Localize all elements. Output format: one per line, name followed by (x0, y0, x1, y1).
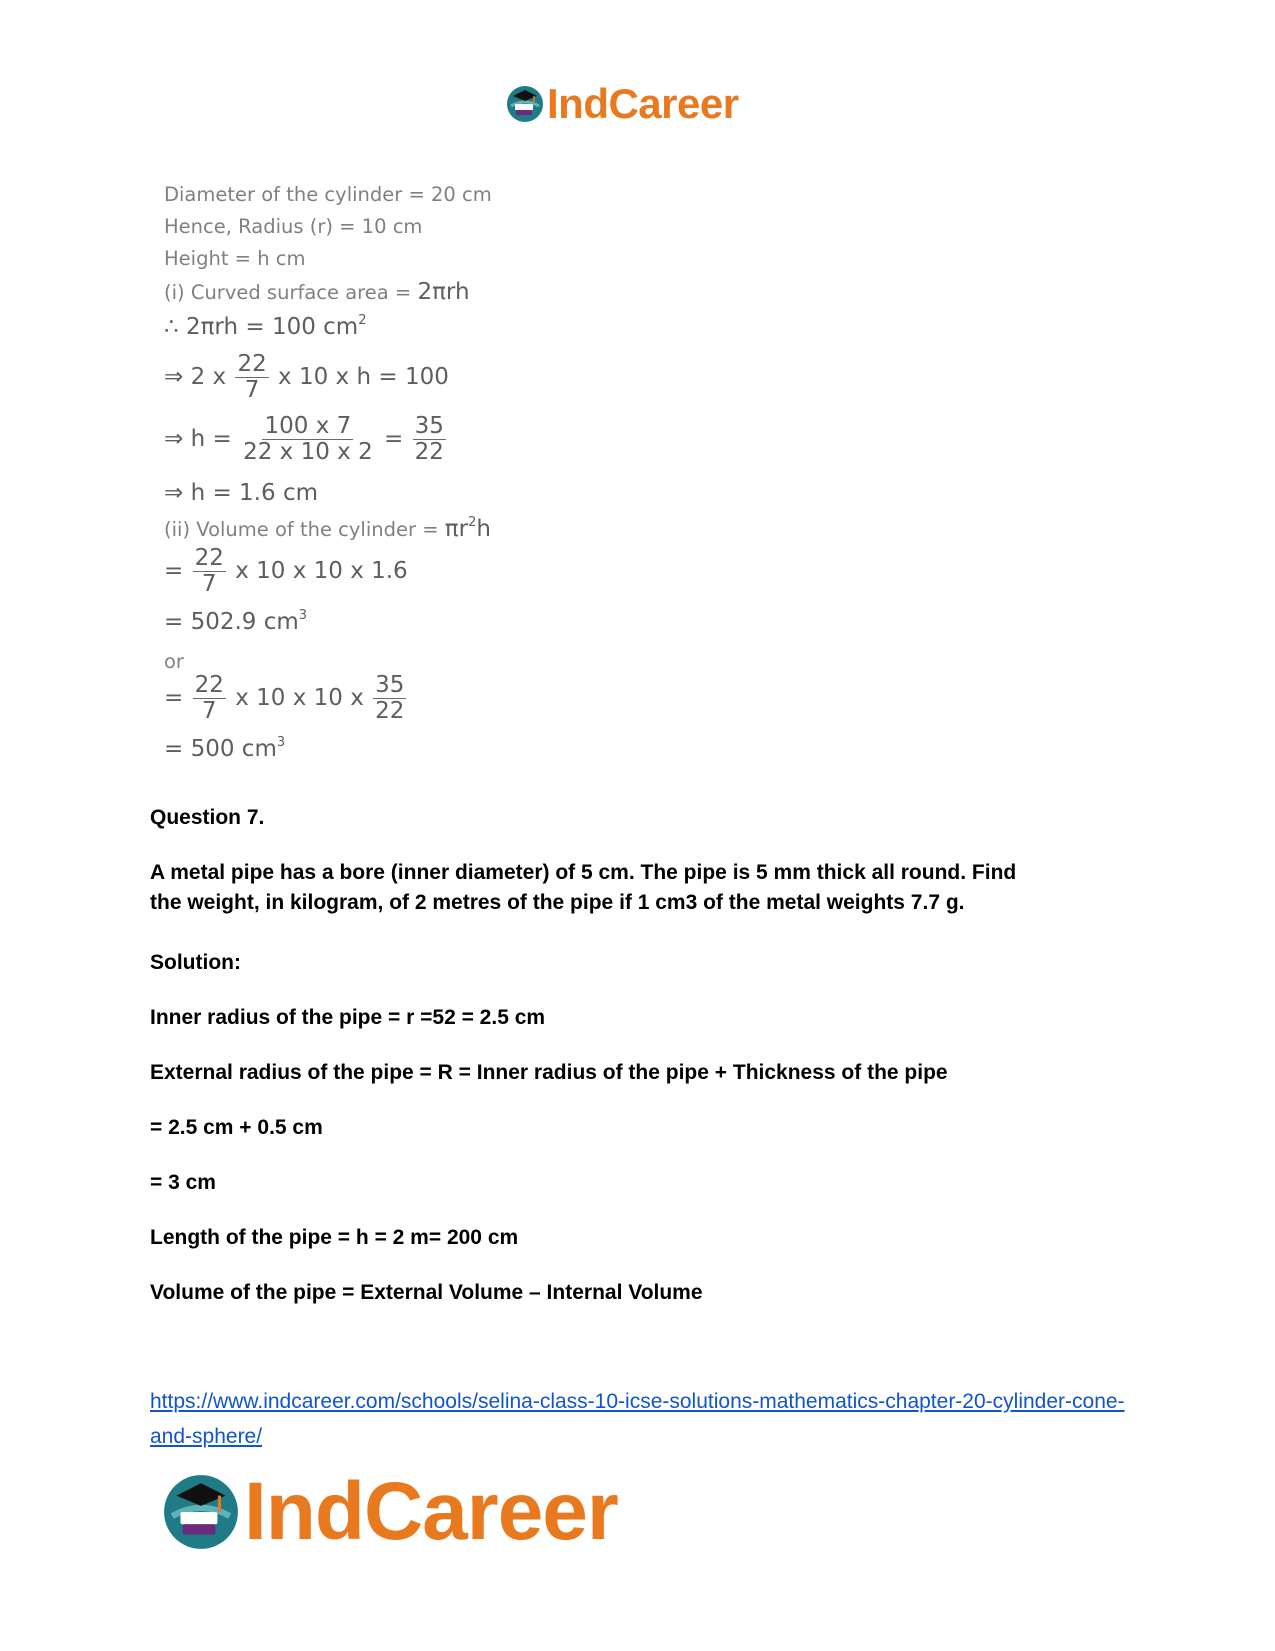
math-line: or (164, 650, 184, 673)
fraction: $\frac{22}{7}$ (194, 545, 224, 597)
solution-line: Inner radius of the pipe = r =52 = 2.5 cm (150, 1006, 546, 1029)
graduation-globe-icon (160, 1471, 242, 1553)
math-line: ⇒ h = 1.6 cm (164, 480, 318, 506)
math-line: ∴ 2πrh = 100 $cm^2$ (164, 313, 367, 340)
logo-wordmark: IndCareer (244, 1466, 618, 1557)
solution-line: External radius of the pipe = R = Inner radius of the pipe + Thickness of the pipe (150, 1061, 948, 1084)
solution-line: Length of the pipe = h = 2 m= 200 cm (150, 1226, 519, 1249)
math-line: ⇒ 2 x $\frac{22}{7}$ x 10 x h = 100 (164, 351, 449, 403)
math-line: Height = h cm (164, 247, 306, 270)
fraction: $\frac{100 x 7}{22 x 10 x 2}$ (243, 413, 373, 465)
question-heading: Question 7. (150, 806, 265, 829)
fraction: $\frac{22}{7}$ (194, 672, 224, 724)
math-line: (ii) Volume of the cylinder = $\pi r^2h$ (164, 515, 491, 542)
header-logo (505, 80, 739, 128)
solution-line: Volume of the pipe = External Volume – Internal Volume (150, 1281, 703, 1304)
math-line: Hence, Radius (r) = 10 cm (164, 215, 423, 238)
logo-wordmark: IndCareer (547, 80, 739, 127)
math-line: = 502.9 $cm^3$ (164, 608, 308, 635)
footer-logo (160, 1466, 618, 1557)
math-line: = 500 $cm^3$ (164, 735, 286, 762)
math-line: = $\frac{22}{7}$ x 10 x 10 x 1.6 (164, 545, 408, 597)
question-text-line: A metal pipe has a bore (inner diameter) of 5 cm. The pipe is 5 mm thick all round. Find (150, 861, 1017, 884)
solution-line: = 3 cm (150, 1171, 216, 1194)
graduation-globe-icon (505, 84, 545, 124)
fraction: $\frac{35}{22}$ (414, 413, 444, 465)
question-text-line: the weight, in kilogram, of 2 metres of the pipe if 1 cm3 of the metal weights 7.7 g. (150, 891, 965, 914)
solution-heading: Solution: (150, 951, 241, 974)
math-line: Diameter of the cylinder = 20 cm (164, 183, 492, 206)
math-line: ⇒ h = $\frac{100 x 7}{22 x 10 x 2}$ = $\frac{35}{22}$ (164, 413, 444, 465)
fraction: $\frac{35}{22}$ (375, 672, 405, 724)
fraction: $\frac{22}{7}$ (237, 351, 267, 403)
math-line: = $\frac{22}{7}$ x 10 x 10 x $\frac{35}{22}$ (164, 672, 405, 724)
source-url-link[interactable]: https://www.indcareer.com/schools/selina-class-10-icse-solutions-mathematics-chapter-20-cylinder-cone-and-sphere/ (150, 1390, 1125, 1448)
math-line: (i) Curved surface area = 2πrh (164, 279, 470, 305)
solution-line: = 2.5 cm + 0.5 cm (150, 1116, 323, 1139)
